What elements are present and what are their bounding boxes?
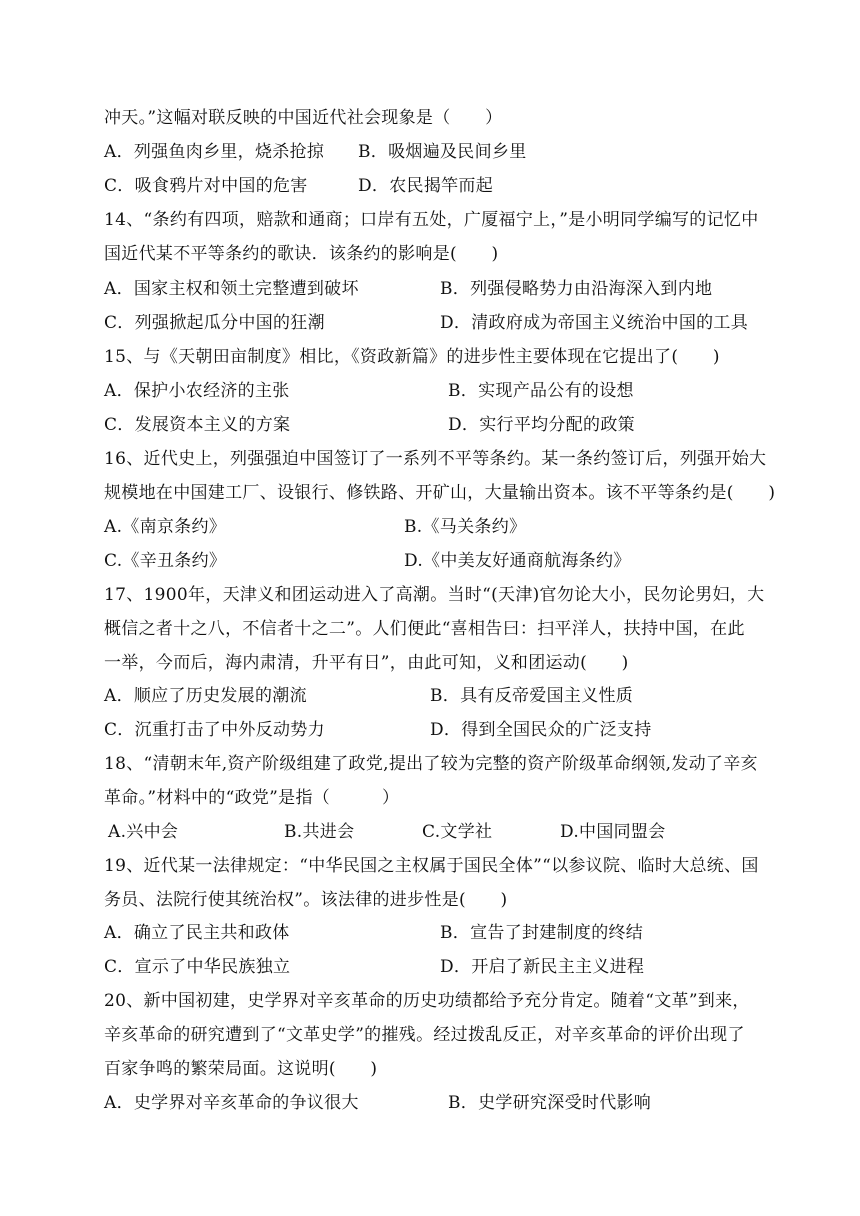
q18-stem-line-1: 18、“清朝末年,资产阶级组建了政党,提出了较为完整的资产阶级革命纲领,发动了辛亥	[104, 754, 758, 774]
q16-option-a: A.《南京条约》	[104, 517, 227, 537]
q16-stem-line-2: 规模地在中国建工厂、设银行、修铁路、开矿山，大量输出资本。该不平等条约是( )	[104, 483, 776, 503]
q19-option-d: D．开启了新民主主义进程	[440, 957, 645, 977]
q15-option-c: C．发展资本主义的方案	[104, 415, 291, 435]
q13-option-b: B．吸烟遍及民间乡里	[358, 142, 527, 162]
q20-option-a: A．史学界对辛亥革命的争议很大	[104, 1093, 359, 1113]
q20-option-b: B．史学研究深受时代影响	[448, 1093, 652, 1113]
q15-stem-line-1: 15、与《天朝田亩制度》相比，《资政新篇》的进步性主要体现在它提出了( )	[104, 347, 720, 367]
q14-stem-line-1: 14、“条约有四项，赔款和通商；口岸有五处，广厦福宁上，”是小明同学编写的记忆中	[104, 210, 759, 230]
q18-option-b: B.共进会	[284, 822, 355, 842]
q14-option-b: B．列强侵略势力由沿海深入到内地	[440, 279, 713, 299]
q16-option-b: B.《马关条约》	[404, 517, 527, 537]
q19-stem-line-2: 务员、法院行使其统治权”。该法律的进步性是( )	[104, 890, 508, 910]
q14-option-a: A．国家主权和领土完整遭到破坏	[104, 279, 359, 299]
q15-option-b: B．实现产品公有的设想	[448, 381, 634, 401]
q17-stem-line-2: 概信之者十之八，不信者十之二”。人们便此“喜相告曰：扫平洋人，扶持中国，在此	[104, 619, 745, 639]
q16-stem-line-1: 16、近代史上，列强强迫中国签订了一系列不平等条约。某一条约签订后，列强开始大	[104, 449, 767, 469]
q14-option-d: D．清政府成为帝国主义统治中国的工具	[440, 313, 749, 333]
q20-stem-line-2: 辛亥革命的研究遭到了“文革史学”的摧残。经过拨乱反正，对辛亥革命的评价出现了	[104, 1025, 745, 1045]
q17-option-c: C．沉重打击了中外反动势力	[104, 720, 325, 740]
q18-option-c: C.文学社	[422, 822, 493, 842]
q19-option-a: A．确立了民主共和政体	[104, 923, 290, 943]
q13-option-a: A．列强鱼肉乡里，烧杀抢掠	[104, 142, 325, 162]
q20-stem-line-3: 百家争鸣的繁荣局面。这说明( )	[104, 1059, 378, 1079]
q16-option-d: D.《中美友好通商航海条约》	[404, 551, 631, 571]
q13-option-d: D．农民揭竿而起	[358, 176, 494, 196]
q19-option-b: B．宣告了封建制度的终结	[440, 923, 644, 943]
q18-option-a: A.兴中会	[108, 822, 179, 842]
q15-option-a: A．保护小农经济的主张	[104, 381, 290, 401]
q17-option-d: D．得到全国民众的广泛支持	[430, 720, 652, 740]
q15-option-d: D．实行平均分配的政策	[448, 415, 635, 435]
q13-option-c: C．吸食鸦片对中国的危害	[104, 176, 308, 196]
q18-option-d: D.中国同盟会	[560, 822, 666, 842]
q17-option-b: B．具有反帝爱国主义性质	[430, 686, 634, 706]
q14-option-c: C．列强掀起瓜分中国的狂潮	[104, 313, 325, 333]
q17-stem-line-1: 17、1900年，天津义和团运动进入了高潮。当时“(天津)官勿论大小，民勿论男妇，大	[104, 585, 765, 605]
q16-option-c: C.《辛丑条约》	[104, 551, 227, 571]
q19-option-c: C．宣示了中华民族独立	[104, 957, 291, 977]
q17-stem-line-3: 一举，今而后，海内肃清，升平有日”，由此可知，义和团运动( )	[104, 653, 629, 673]
q14-stem-line-2: 国近代某不平等条约的歌诀．该条约的影响是( )	[104, 244, 499, 264]
q13-stem-line: 冲天。”这幅对联反映的中国近代社会现象是（ ）	[104, 108, 503, 128]
q19-stem-line-1: 19、近代某一法律规定：“中华民国之主权属于国民全体”“以参议院、临时大总统、国	[104, 856, 759, 876]
q20-stem-line-1: 20、新中国初建，史学界对辛亥革命的历史功绩都给予充分肯定。随着“文革”到来，	[104, 991, 750, 1011]
q18-stem-line-2: 革命。”材料中的“政党”是指（ ）	[104, 788, 400, 808]
q17-option-a: A．顺应了历史发展的潮流	[104, 686, 307, 706]
